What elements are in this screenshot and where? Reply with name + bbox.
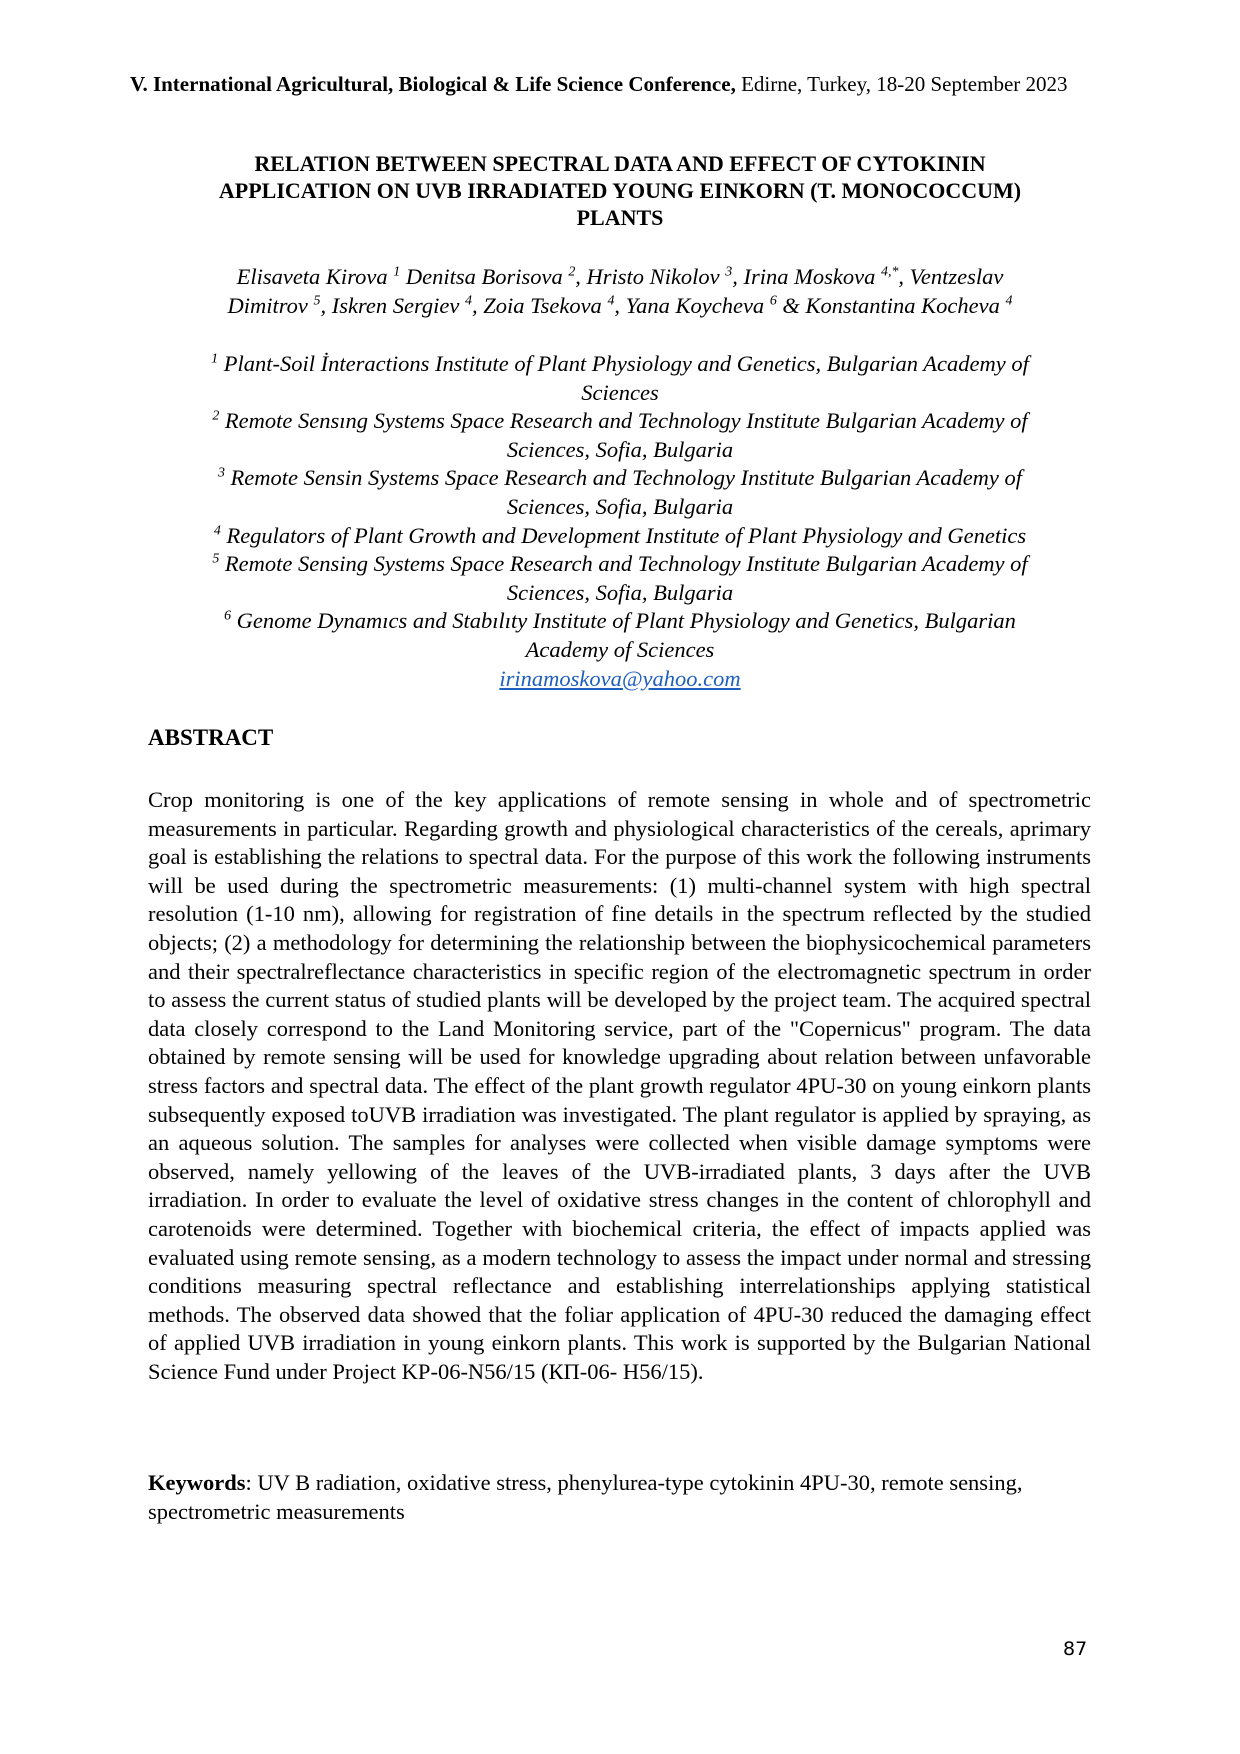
author-affil-mark: 2 bbox=[568, 264, 576, 280]
affiliation-mark: 2 bbox=[212, 408, 220, 424]
keywords bbox=[148, 1469, 1091, 1526]
author-affil-mark: 5 bbox=[313, 293, 321, 309]
affiliation-text: Regulators of Plant Growth and Development Institute of Plant Physiology and Genetics bbox=[220, 522, 1027, 548]
affiliation-text: Remote Sensin Systems Space Research and Technology Institute Bulgarian Academy of bbox=[224, 465, 1023, 491]
affiliation-6 bbox=[140, 607, 1100, 636]
email-link[interactable]: irinamoskova@yahoo.com bbox=[499, 665, 741, 691]
conference-location-date: Edirne, Turkey, 18-20 September 2023 bbox=[735, 72, 1068, 96]
author-name: , Ventzeslav bbox=[898, 264, 1004, 289]
conference-name: V. International Agricultural, Biological & Life Science Conference, bbox=[130, 72, 736, 96]
affiliation-1-cont: Sciences bbox=[581, 379, 659, 405]
title-line: APPLICATION ON UVB IRRADIATED YOUNG EINKORN (T. MONOCOCCUM) bbox=[218, 178, 1022, 203]
title-line: RELATION BETWEEN SPECTRAL DATA AND EFFECT OF CYTOKININ bbox=[254, 151, 986, 176]
title-line: PLANTS bbox=[576, 205, 664, 230]
keywords-text: : UV B radiation, oxidative stress, phenylurea-type cytokinin 4PU-30, remote sensing, spectrometric measurements bbox=[148, 1470, 1023, 1524]
affiliation-list bbox=[140, 350, 1100, 693]
author-name: , Zoia Tsekova bbox=[472, 293, 608, 318]
affiliation-5 bbox=[140, 550, 1100, 579]
affiliation-1 bbox=[140, 350, 1100, 379]
author-name: & Konstantina Kocheva bbox=[776, 293, 1006, 318]
affiliation-text: Genome Dynamıcs and Stabılıty Institute of Plant Physiology and Genetics, Bulgarian bbox=[231, 608, 1016, 634]
affiliation-mark: 5 bbox=[212, 551, 220, 567]
affiliation-4 bbox=[140, 522, 1100, 551]
author-name: , Iskren Sergiev bbox=[320, 293, 466, 318]
author-affil-mark: 1 bbox=[393, 264, 401, 280]
author-name: , Yana Koycheva bbox=[614, 293, 770, 318]
page-number: 87 bbox=[1063, 1638, 1088, 1660]
affiliation-3 bbox=[140, 464, 1100, 493]
affiliation-mark: 1 bbox=[211, 351, 219, 367]
author-name: , Hristo Nikolov bbox=[575, 264, 726, 289]
conference-header bbox=[130, 72, 1130, 97]
author-affil-mark: 6 bbox=[769, 293, 777, 309]
affiliation-mark: 4 bbox=[213, 523, 221, 539]
affiliation-2-cont: Sciences, Sofia, Bulgaria bbox=[506, 436, 734, 462]
author-name: Elisaveta Kirova bbox=[236, 264, 394, 289]
affiliation-text: Remote Sensıng Systems Space Research and Technology Institute Bulgarian Academy of bbox=[219, 408, 1028, 434]
abstract-body: Crop monitoring is one of the key applications of remote sensing in whole and of spectrometric measurements in particular. Regarding growth and physiological characteristics of the cereals, aprimary goal is establishing the relations to spectral data. For the purpose of this work the following instruments will be used during the spectrometric measurements: (1) multi-channel system with high spectral resolution (1-10 nm), allowing for registration of fine details in the spectrum reflected by the studied objects; (2) a methodology for determining the relationship between the biophysicochemical parameters and their spectralreflectance characteristics in specific region of the electromagnetic spectrum in order to assess the current status of studied plants will be developed by the project team. The acquired spectral data closely correspond to the Land Monitoring service, part of the "Copernicus" program. The data obtained by remote sensing will be used for knowledge upgrading about relation between unfavorable stress factors and spectral data. The effect of the plant growth regulator 4PU-30 on young einkorn plants subsequently exposed toUVB irradiation was investigated. The plant regulator is applied by spraying, as an aqueous solution. The samples for analyses were collected when visible damage symptoms were observed, namely yellowing of the leaves of the UVB-irradiated plants, 3 days after the UVB irradiation. In order to evaluate the level of oxidative stress changes in the content of chlorophyll and carotenoids were determined. Together with biochemical criteria, the effect of impacts applied was evaluated using remote sensing, as a modern technology to assess the impact under normal and stressing conditions measuring spectral reflectance and establishing interrelationships applying statistical methods. The observed data showed that the foliar application of 4PU-30 reduced the damaging effect of applied UVB irradiation in young einkorn plants. This work is supported by the Bulgarian National Science Fund under Project KP-06-N56/15 (КП-06- Н56/15). bbox=[148, 787, 1091, 1384]
author-list bbox=[140, 262, 1100, 320]
affiliation-6-cont: Academy of Sciences bbox=[525, 636, 715, 662]
author-name: , Irina Moskova bbox=[732, 264, 881, 289]
affiliation-text: Plant-Soil İnteractions Institute of Plant Physiology and Genetics, Bulgarian Academy of bbox=[218, 351, 1029, 376]
keywords-label: Keywords bbox=[148, 1470, 246, 1495]
author-affil-mark: 4 bbox=[465, 293, 472, 309]
author-affil-mark: 4 bbox=[607, 293, 615, 309]
author-line bbox=[140, 291, 1100, 320]
author-name: Dimitrov bbox=[227, 293, 314, 318]
affiliation-text: Remote Sensing Systems Space Research and Technology Institute Bulgarian Academy of bbox=[219, 551, 1028, 577]
author-affil-mark: 4 bbox=[1005, 293, 1013, 309]
paper-title bbox=[140, 150, 1100, 231]
email-line bbox=[140, 665, 1100, 694]
affiliation-mark: 6 bbox=[224, 608, 232, 624]
affiliation-mark: 3 bbox=[217, 465, 225, 481]
author-name: Denitsa Borisova bbox=[400, 264, 569, 289]
author-affil-mark: 4,* bbox=[881, 264, 899, 280]
affiliation-3-cont: Sciences, Sofia, Bulgaria bbox=[506, 493, 734, 519]
affiliation-5-cont: Sciences, Sofia, Bulgaria bbox=[506, 579, 734, 605]
author-affil-mark: 3 bbox=[725, 264, 733, 280]
affiliation-2 bbox=[140, 407, 1100, 436]
abstract-heading: ABSTRACT bbox=[148, 725, 274, 750]
author-line bbox=[140, 262, 1100, 291]
